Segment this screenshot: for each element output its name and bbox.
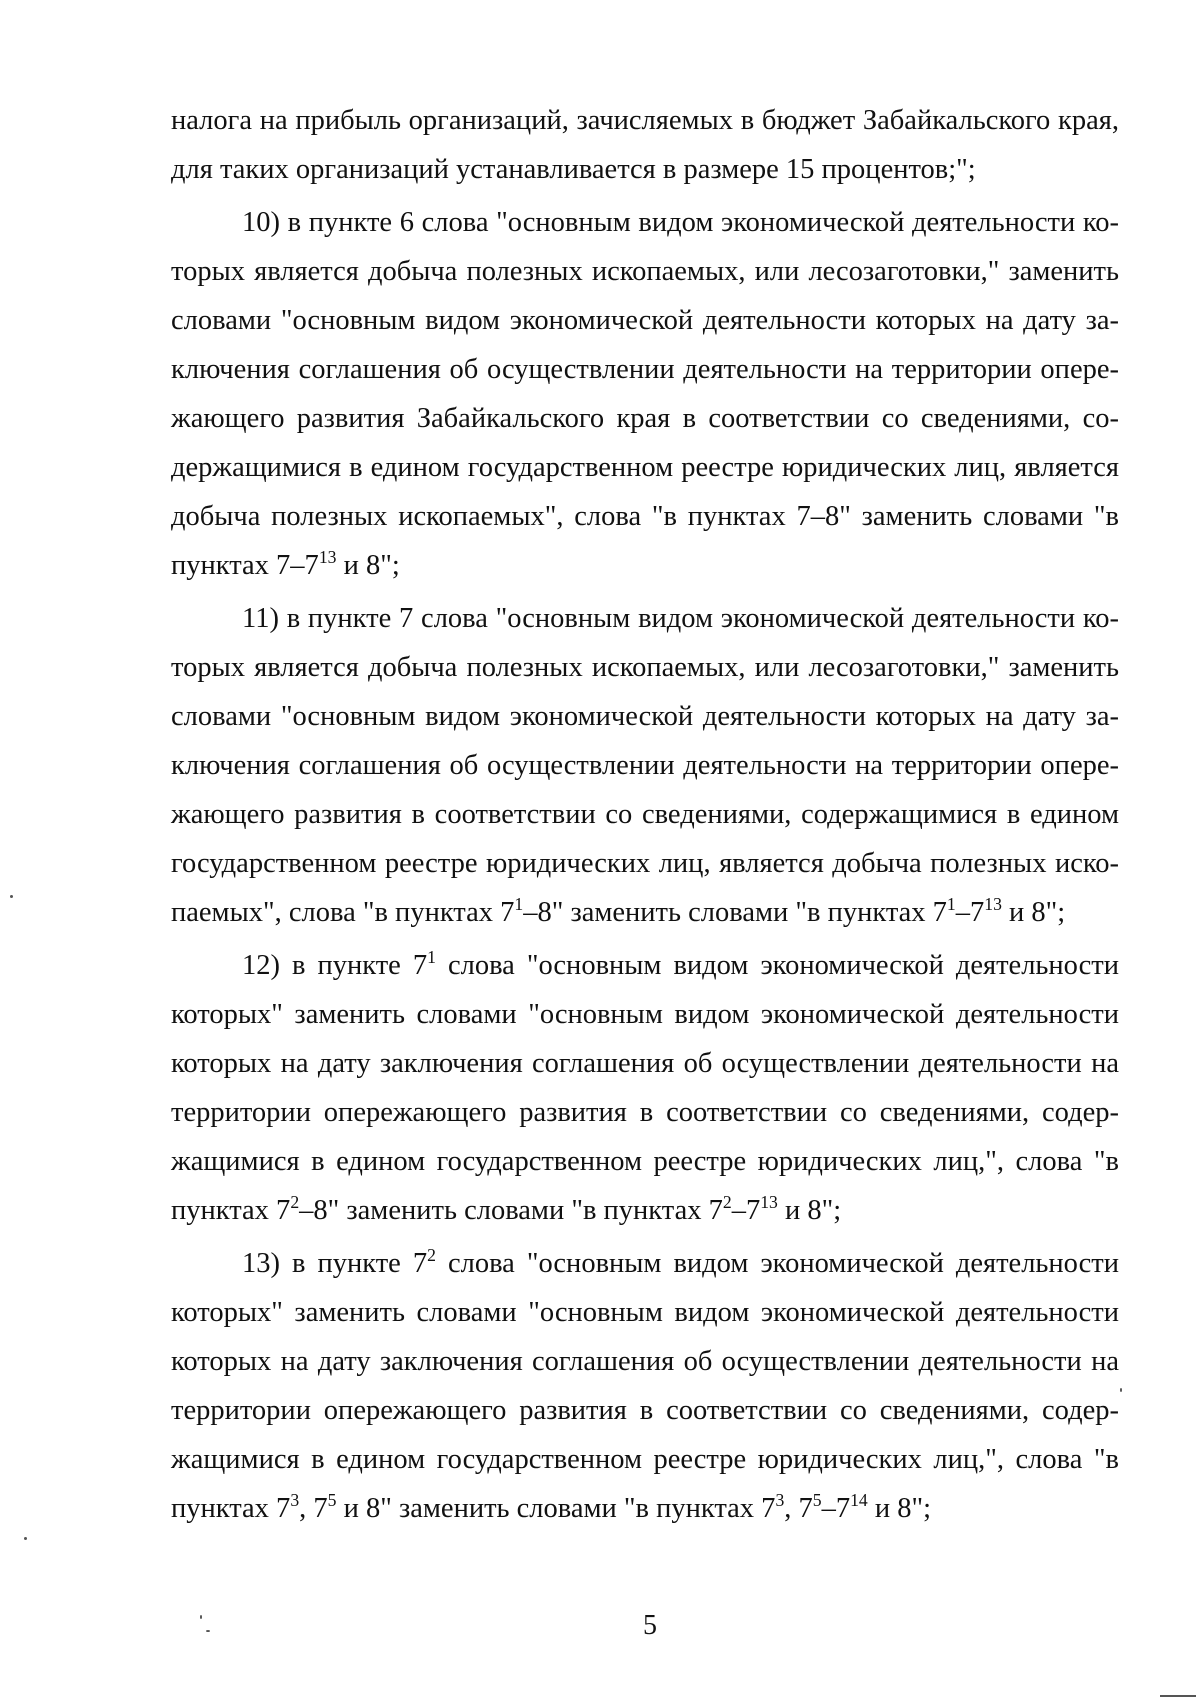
document-body (171, 96, 1119, 1537)
superscript-index: 3 (290, 1490, 300, 1511)
paragraph-text: , 7 (784, 1493, 813, 1524)
scan-speck (24, 1537, 27, 1540)
superscript-index: 5 (327, 1490, 337, 1511)
superscript-index: 2 (427, 1245, 436, 1266)
paragraph (171, 594, 1119, 937)
paragraph-text: налога на прибыль организаций, зачисляемых в бюджет Забайкальского края, для таких организаций устанавливается в размере 15 процентов;"; (171, 105, 1119, 185)
scan-speck (206, 1630, 210, 1632)
paragraph-text: слова "основным видом экономической деятельности которых" заменить словами "основным видом экономической деятельности которых на дату заключения соглашения об осуществлении деятельности на территории опережающего развития в соответствии со сведениями, содержащимися в едином государственном реестре юридических лиц,", слова "в пунктах 7 (171, 1248, 1119, 1524)
paragraph-text: –7 (821, 1493, 851, 1524)
superscript-index: 3 (775, 1490, 785, 1511)
superscript-index: 13 (760, 1192, 778, 1213)
paragraph-text: 11) в пункте 7 слова "основным видом экономической деятельности которых является добыча полезных ископаемых, или лесозаготовки," заменить словами "основным видом экономической деятельности которых на дату заключения соглашения об осуществлении деятельности на территории опережающего развития в соответствии со сведениями, содержащимися в едином государственном реестре юридических лиц, является добыча полезных ископаемых", слова "в пунктах 7 (171, 603, 1119, 928)
scan-speck (1120, 1388, 1122, 1392)
paragraph-text: и 8"; (777, 1195, 842, 1226)
superscript-index: 1 (514, 894, 524, 915)
paragraph-text: –7 (731, 1195, 761, 1226)
superscript-index: 14 (850, 1490, 868, 1511)
paragraph-text: и 8" заменить словами "в пунктах 7 (336, 1493, 776, 1524)
scan-speck (10, 895, 13, 898)
scan-speck (1160, 1695, 1196, 1697)
paragraph-text: 10) в пункте 6 слова "основным видом экономической деятельности которых является добыча полезных ископаемых, или лесозаготовки," заменить словами "основным видом экономической деятельности которых на дату заключения соглашения об осуществлении деятельности на территории опережающего развития Забайкальского края в соответствии со сведениями, содержащимися в едином государственном реестре юридических лиц, является добыча полезных ископаемых", слова "в пунктах 7–8" заменить словами "в пунктах 7–7 (171, 207, 1119, 581)
superscript-index: 2 (290, 1192, 300, 1213)
superscript-index: 13 (318, 547, 337, 568)
paragraph (171, 1239, 1119, 1533)
superscript-index: 1 (427, 947, 436, 968)
superscript-index: 2 (722, 1192, 732, 1213)
superscript-index: 5 (812, 1490, 822, 1511)
paragraph-text: 12) в пункте 7 (242, 950, 428, 981)
superscript-index: 13 (984, 894, 1002, 915)
paragraph (171, 96, 1119, 194)
paragraph-text: –8" заменить словами "в пунктах 7 (523, 897, 947, 928)
paragraph-text: и 8"; (867, 1493, 932, 1524)
paragraph-text: 13) в пункте 7 (242, 1248, 428, 1279)
superscript-index: 1 (946, 894, 956, 915)
paragraph-text: слова "основным видом экономической деятельности которых" заменить словами "основным видом экономической деятельности которых на дату заключения соглашения об осуществлении деятельности на территории опережающего развития в соответствии со сведениями, содержащимися в едином государственном реестре юридических лиц,", слова "в пунктах 7 (171, 950, 1119, 1226)
scan-speck (200, 1615, 202, 1619)
paragraph (171, 941, 1119, 1235)
paragraph-text: –7 (955, 897, 985, 928)
paragraph (171, 198, 1119, 590)
paragraph-text: и 8"; (1001, 897, 1066, 928)
paragraph-text: и 8"; (336, 550, 400, 581)
page-number: 5 (643, 1610, 657, 1641)
paragraph-text: , 7 (299, 1493, 328, 1524)
paragraph-text: –8" заменить словами "в пунктах 7 (299, 1195, 723, 1226)
